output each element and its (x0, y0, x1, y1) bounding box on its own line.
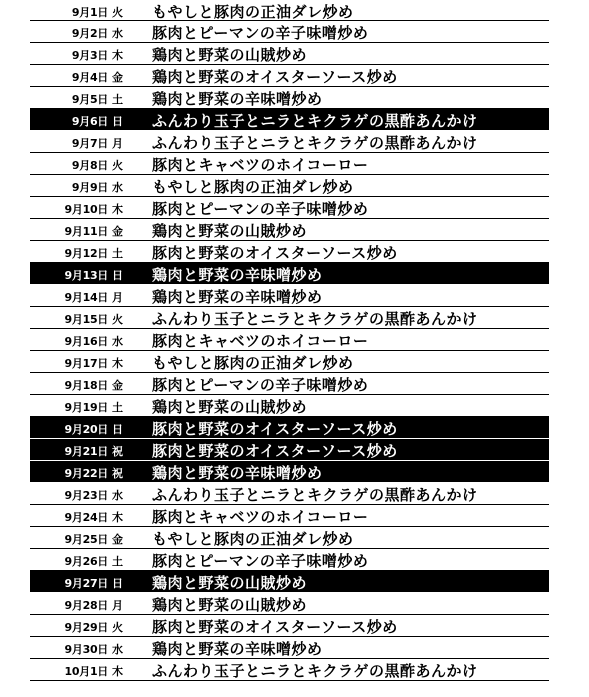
dish-cell: もやしと豚肉の正油ダレ炒め (152, 3, 354, 21)
dish-cell: ふんわり玉子とニラとキクラゲの黒酢あんかけ (152, 310, 478, 328)
weekday-cell: 月 (112, 599, 123, 612)
date-cell: 9月8日 (71, 159, 108, 172)
menu-row (30, 65, 549, 87)
menu-row (30, 527, 549, 549)
weekday-cell: 金 (112, 379, 123, 392)
weekday-cell: 水 (112, 489, 123, 502)
menu-row (30, 21, 549, 43)
weekday-cell: 木 (112, 511, 123, 524)
date-cell: 9月30日 (64, 643, 108, 656)
dish-cell: 豚肉とキャベツのホイコーロー (152, 156, 369, 174)
dish-cell: 鶏肉と野菜の山賊炒め (152, 398, 308, 416)
weekday-cell: 木 (112, 665, 123, 678)
menu-row (30, 461, 549, 483)
menu-row (30, 109, 549, 131)
date-cell: 9月16日 (64, 335, 108, 348)
date-cell: 9月6日 (71, 115, 108, 128)
date-cell: 9月5日 (71, 93, 108, 106)
dish-cell: 鶏肉と野菜のオイスターソース炒め (152, 68, 398, 86)
dish-cell: ふんわり玉子とニラとキクラゲの黒酢あんかけ (152, 112, 478, 130)
menu-row (30, 593, 549, 615)
menu-row (30, 285, 549, 307)
date-cell: 9月24日 (64, 511, 108, 524)
menu-row (30, 153, 549, 175)
date-cell: 9月18日 (64, 379, 108, 392)
weekday-cell: 火 (112, 313, 123, 326)
weekday-cell: 土 (112, 93, 123, 106)
weekday-cell: 火 (112, 159, 123, 172)
date-cell: 9月21日 (64, 445, 108, 458)
date-cell: 9月15日 (64, 313, 108, 326)
dish-cell: ふんわり玉子とニラとキクラゲの黒酢あんかけ (152, 662, 478, 680)
date-cell: 9月4日 (71, 71, 108, 84)
menu-row (30, 659, 549, 681)
dish-cell: 鶏肉と野菜の辛味噌炒め (152, 266, 323, 284)
date-cell: 9月3日 (71, 49, 108, 62)
menu-row (30, 505, 549, 527)
date-cell: 9月20日 (64, 423, 108, 436)
menu-row (30, 87, 549, 109)
weekday-cell: 月 (112, 291, 123, 304)
dish-cell: 豚肉とピーマンの辛子味噌炒め (152, 552, 369, 570)
dish-cell: 鶏肉と野菜の山賊炒め (152, 46, 308, 64)
date-cell: 9月1日 (71, 6, 108, 19)
menu-row (30, 219, 549, 241)
dish-cell: 豚肉とピーマンの辛子味噌炒め (152, 376, 369, 394)
menu-row (30, 615, 549, 637)
dish-cell: ふんわり玉子とニラとキクラゲの黒酢あんかけ (152, 486, 478, 504)
date-cell: 9月2日 (71, 27, 108, 40)
dish-cell: もやしと豚肉の正油ダレ炒め (152, 354, 354, 372)
date-cell: 9月17日 (64, 357, 108, 370)
date-cell: 9月11日 (64, 225, 108, 238)
weekday-cell: 金 (112, 71, 123, 84)
date-cell: 9月13日 (64, 269, 108, 282)
menu-row (30, 637, 549, 659)
weekday-cell: 日 (112, 269, 123, 282)
weekday-cell: 土 (112, 401, 123, 414)
weekday-cell: 木 (112, 49, 123, 62)
dish-cell: 鶏肉と野菜の山賊炒め (152, 596, 308, 614)
menu-row (30, 241, 549, 263)
dish-cell: 鶏肉と野菜の辛味噌炒め (152, 640, 323, 658)
menu-row (30, 329, 549, 351)
menu-row (30, 571, 549, 593)
weekday-cell: 水 (112, 27, 123, 40)
date-cell: 9月23日 (64, 489, 108, 502)
date-cell: 9月7日 (71, 137, 108, 150)
menu-row (30, 395, 549, 417)
menu-row (30, 417, 549, 439)
menu-row (30, 263, 549, 285)
date-cell: 9月29日 (64, 621, 108, 634)
menu-row (30, 549, 549, 571)
weekday-cell: 木 (112, 357, 123, 370)
menu-row (30, 43, 549, 65)
date-cell: 9月25日 (64, 533, 108, 546)
dish-cell: 鶏肉と野菜の山賊炒め (152, 222, 308, 240)
date-cell: 9月28日 (64, 599, 108, 612)
menu-row (30, 175, 549, 197)
dish-cell: 鶏肉と野菜の辛味噌炒め (152, 288, 323, 306)
weekday-cell: 木 (112, 203, 123, 216)
weekday-cell: 金 (112, 225, 123, 238)
dish-cell: 鶏肉と野菜の辛味噌炒め (152, 90, 323, 108)
dish-cell: もやしと豚肉の正油ダレ炒め (152, 530, 354, 548)
weekday-cell: 金 (112, 533, 123, 546)
menu-row (30, 197, 549, 219)
weekday-cell: 水 (112, 335, 123, 348)
menu-schedule-table (30, 0, 549, 681)
dish-cell: もやしと豚肉の正油ダレ炒め (152, 178, 354, 196)
date-cell: 9月26日 (64, 555, 108, 568)
weekday-cell: 祝 (112, 467, 123, 480)
dish-cell: 鶏肉と野菜の辛味噌炒め (152, 464, 323, 482)
dish-cell: 豚肉とピーマンの辛子味噌炒め (152, 24, 369, 42)
dish-cell: 豚肉と野菜のオイスターソース炒め (152, 244, 398, 262)
menu-row (30, 373, 549, 395)
dish-cell: 鶏肉と野菜の山賊炒め (152, 574, 308, 592)
weekday-cell: 水 (112, 643, 123, 656)
menu-row (30, 439, 549, 461)
dish-cell: 豚肉とキャベツのホイコーロー (152, 508, 369, 526)
dish-cell: ふんわり玉子とニラとキクラゲの黒酢あんかけ (152, 134, 478, 152)
weekday-cell: 日 (112, 577, 123, 590)
menu-row (30, 307, 549, 329)
menu-row (30, 131, 549, 153)
date-cell: 9月19日 (64, 401, 108, 414)
weekday-cell: 日 (112, 115, 123, 128)
weekday-cell: 土 (112, 555, 123, 568)
date-cell: 10月1日 (64, 665, 108, 678)
weekday-cell: 月 (112, 137, 123, 150)
weekday-cell: 日 (112, 423, 123, 436)
dish-cell: 豚肉と野菜のオイスターソース炒め (152, 618, 398, 636)
dish-cell: 豚肉と野菜のオイスターソース炒め (152, 420, 398, 438)
weekday-cell: 火 (112, 6, 123, 19)
date-cell: 9月10日 (64, 203, 108, 216)
menu-row (30, 0, 549, 21)
menu-row (30, 351, 549, 373)
dish-cell: 豚肉と野菜のオイスターソース炒め (152, 442, 398, 460)
date-cell: 9月22日 (64, 467, 108, 480)
weekday-cell: 土 (112, 247, 123, 260)
date-cell: 9月12日 (64, 247, 108, 260)
dish-cell: 豚肉とキャベツのホイコーロー (152, 332, 369, 350)
weekday-cell: 火 (112, 621, 123, 634)
date-cell: 9月9日 (71, 181, 108, 194)
date-cell: 9月14日 (64, 291, 108, 304)
weekday-cell: 祝 (112, 445, 123, 458)
weekday-cell: 水 (112, 181, 123, 194)
dish-cell: 豚肉とピーマンの辛子味噌炒め (152, 200, 369, 218)
menu-row (30, 483, 549, 505)
date-cell: 9月27日 (64, 577, 108, 590)
